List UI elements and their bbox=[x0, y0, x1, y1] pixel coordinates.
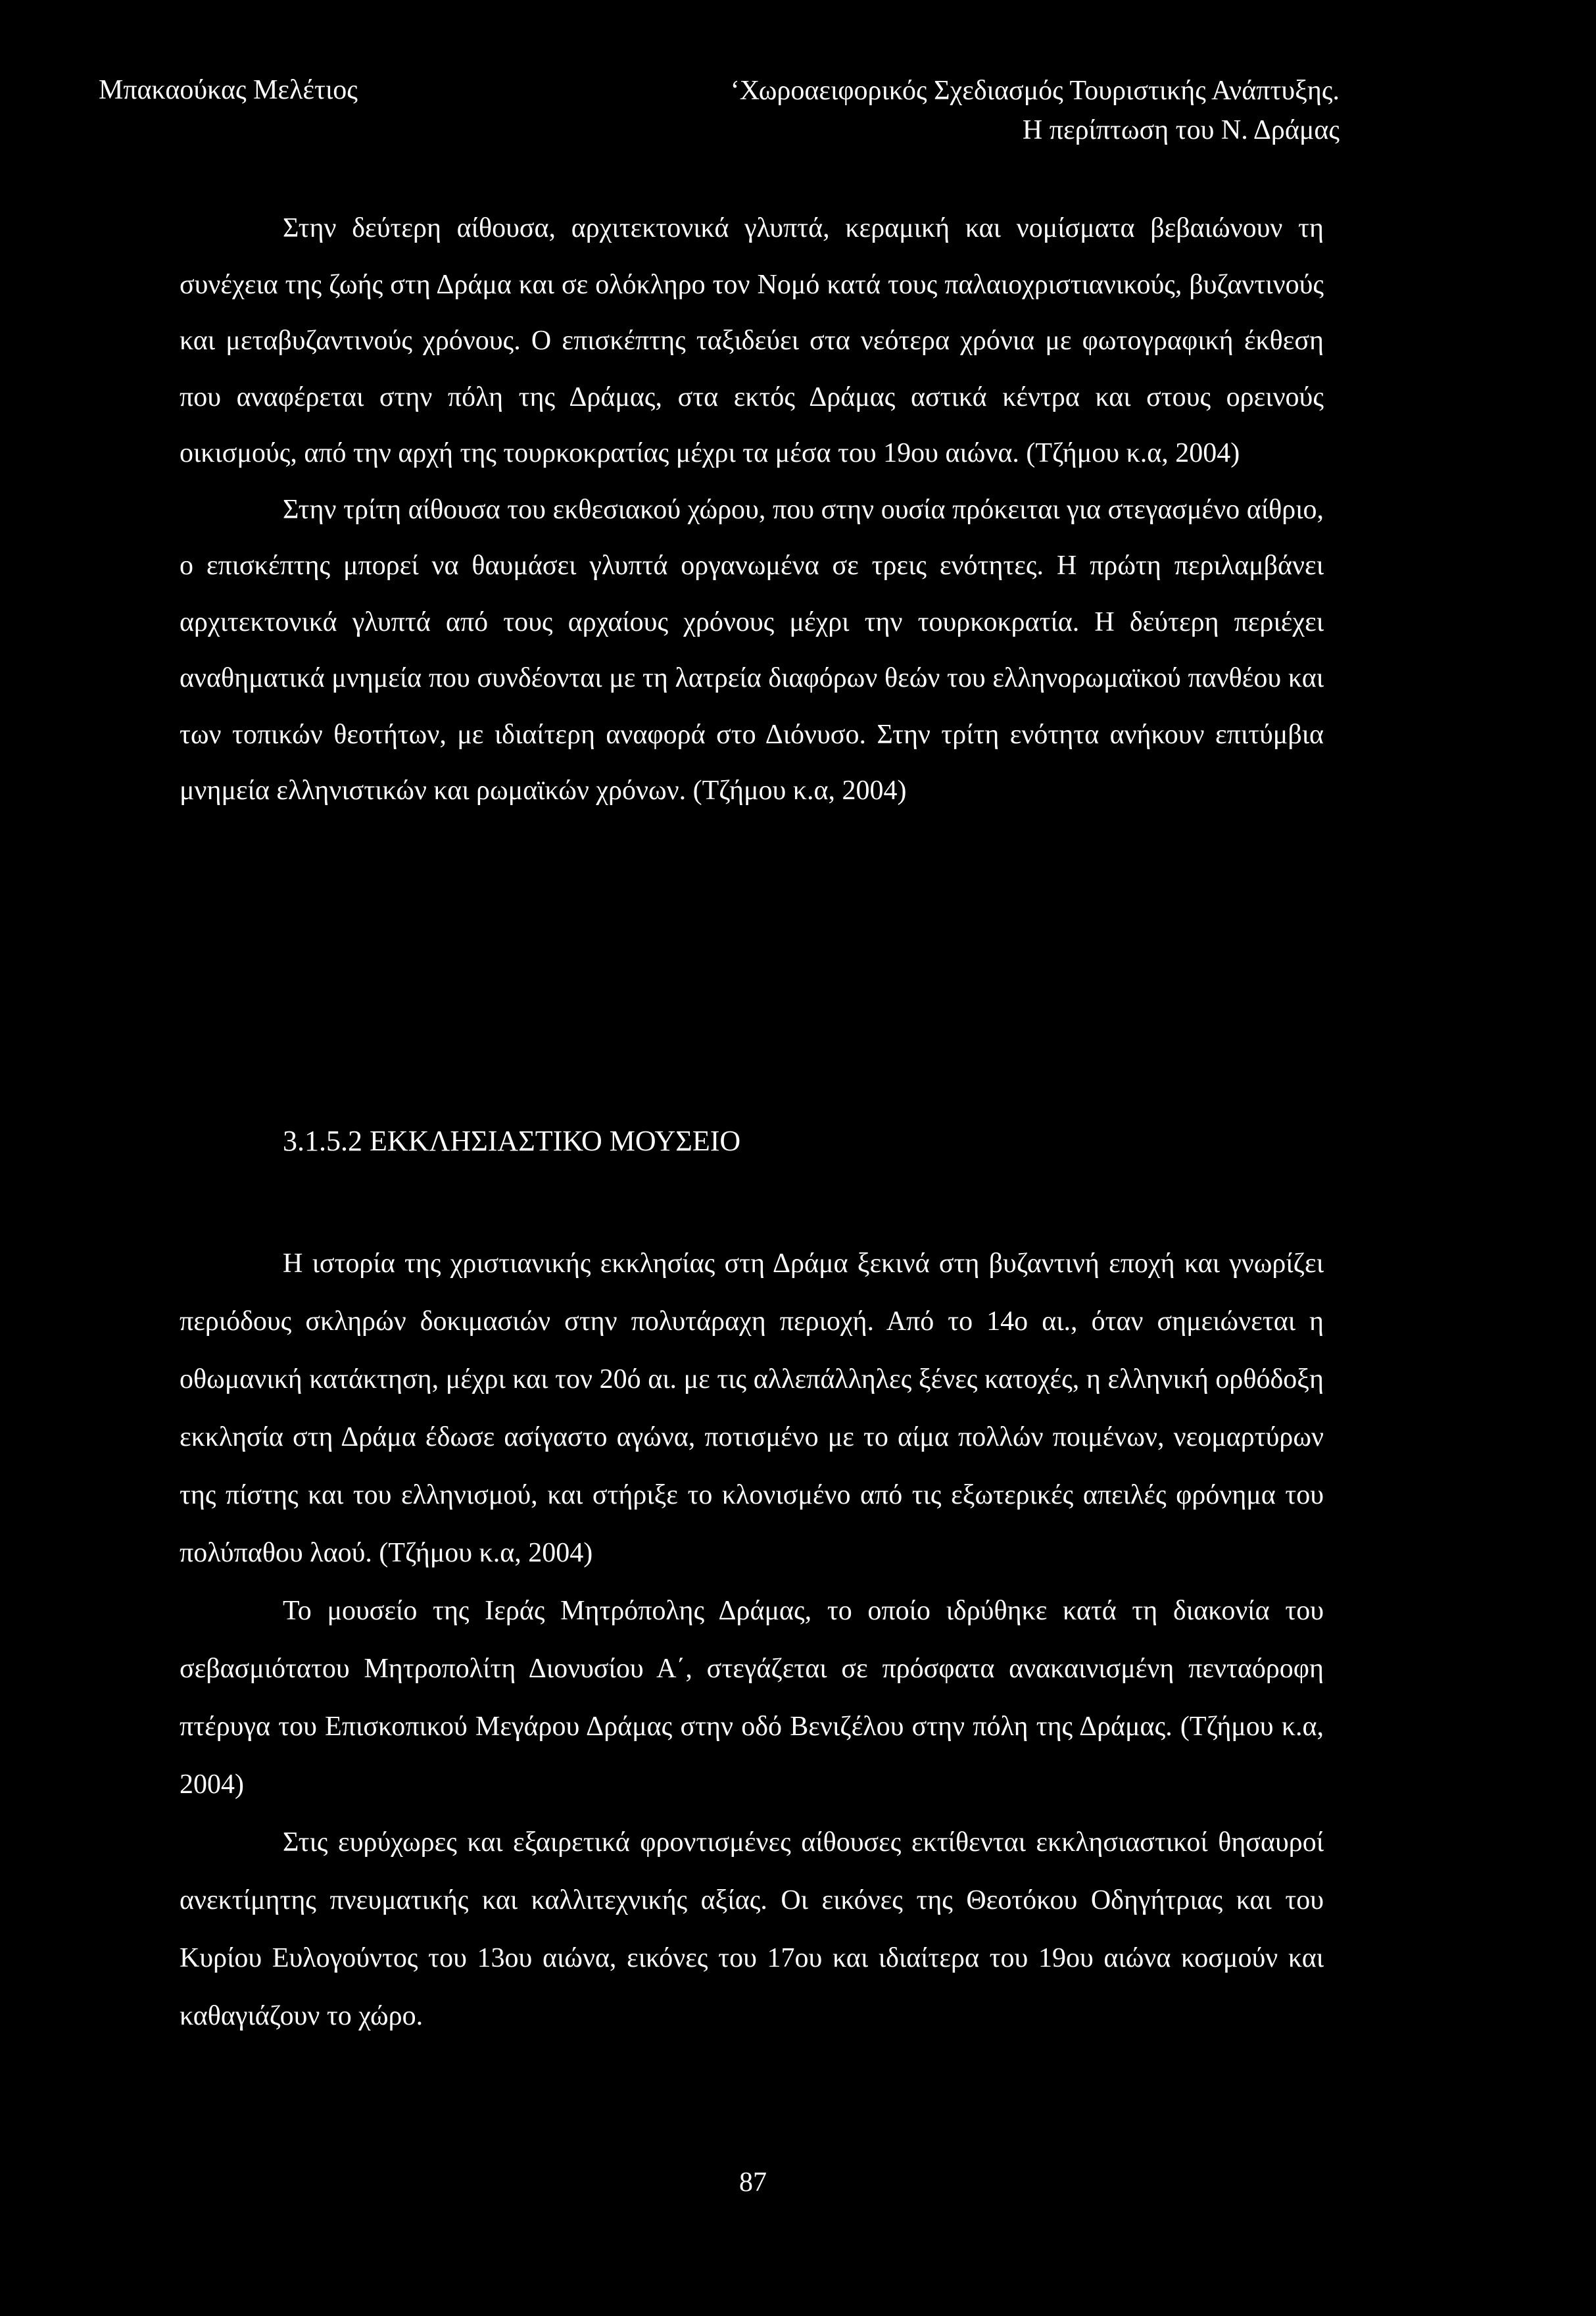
section-1-text bbox=[180, 201, 1324, 820]
paragraph: Στις ευρύχωρες και εξαιρετικά φροντισμένες αίθουσες εκτίθενται εκκλησιαστικοί θησαυροί ανεκτίμητης πνευματικής και καλλιτεχνικής αξίας. Οι εικόνες της Θεοτόκου Οδηγήτριας και του Κυρίου Ευλογούντος του 13ου αιώνα, εικόνες του 17ου και ιδιαίτερα του 19ου αιώνα κοσμούν και καθαγιάζουν το χώρο. bbox=[180, 1827, 1324, 2031]
header-title-line1: ‘Χωροαειφορικός Σχεδιασμός Τουριστικής Ανάπτυξης. bbox=[730, 76, 1340, 106]
page-number: 87 bbox=[739, 2167, 767, 2198]
paragraph: Η ιστορία της χριστιανικής εκκλησίας στη Δράμα ξεκινά στη βυζαντινή εποχή και γνωρίζει περιόδους σκληρών δοκιμασιών στην πολυτάραχη περιοχή. Από το 14ο αι., όταν σημειώνεται η οθωμανική κατάκτηση, μέχρι και τον 20ό αι. με τις αλλεπάλληλες ξένες κατοχές, η ελληνική ορθόδοξη εκκλησία στη Δράμα έδωσε ασίγαστο αγώνα, ποτισμένο με το αίμα πολλών ποιμένων, νεομαρτύρων της πίστης και του ελληνισμού, και στήριξε το κλονισμένο από τις εξωτερικές απειλές φρόνημα του πολύπαθου λαού. (Τζήμου κ.α, 2004) bbox=[180, 1248, 1324, 1568]
paragraph: Στην τρίτη αίθουσα του εκθεσιακού χώρου, που στην ουσία πρόκειται για στεγασμένο αίθριο, ο επισκέπτης μπορεί να θαυμάσει γλυπτά οργανωμένα σε τρεις ενότητες. Η πρώτη περιλαμβάνει αρχιτεκτονικά γλυπτά από τους αρχαίους χρόνους μέχρι την τουρκοκρατία. Η δεύτερη περιέχει αναθηματικά μνημεία που συνδέονται με τη λατρεία διαφόρων θεών του ελληνορωμαϊκού πανθέου και των τοπικών θεοτήτων, με ιδιαίτερη αναφορά στο Διόνυσο. Στην τρίτη ενότητα ανήκουν επιτύμβια μνημεία ελληνιστικών και ρωμαϊκών χρόνων. (Τζήμου κ.α, 2004) bbox=[180, 494, 1324, 806]
header-title-line2: Η περίπτωση του Ν. Δράμας bbox=[1022, 115, 1340, 145]
section-heading: 3.1.5.2 ΕΚΚΛΗΣΙΑΣΤΙΚΟ ΜΟΥΣΕΙΟ bbox=[283, 1125, 741, 1157]
paragraph: Στην δεύτερη αίθουσα, αρχιτεκτονικά γλυπτά, κεραμική και νομίσματα βεβαιώνουν τη συνέχεια της ζωής στη Δράμα και σε ολόκληρο τον Νομό κατά τους παλαιοχριστιανικούς, βυζαντινούς και μεταβυζαντινούς χρόνους. Ο επισκέπτης ταξιδεύει στα νεότερα χρόνια με φωτογραφική έκθεση που αναφέρεται στην πόλη της Δράμας, στα εκτός Δράμας αστικά κέντρα και στους ορεινούς οικισμούς, από την αρχή της τουρκοκρατίας μέχρι τα μέσα του 19ου αιώνα. (Τζήμου κ.α, 2004) bbox=[180, 213, 1324, 468]
header-author: Μπακαούκας Μελέτιος bbox=[99, 75, 358, 105]
paragraph: Το μουσείο της Ιεράς Μητρόπολης Δράμας, το οποίο ιδρύθηκε κατά τη διακονία του σεβασμιότατου Μητροπολίτη Διονυσίου Α΄, στεγάζεται σε πρόσφατα ανακαινισμένη πενταόροφη πτέρυγα του Επισκοπικού Μεγάρου Δράμας στην οδό Βενιζέλου στην πόλη της Δράμας. (Τζήμου κ.α, 2004) bbox=[180, 1596, 1324, 1800]
header-title bbox=[731, 71, 1340, 150]
section-2-text bbox=[180, 1235, 1324, 2045]
